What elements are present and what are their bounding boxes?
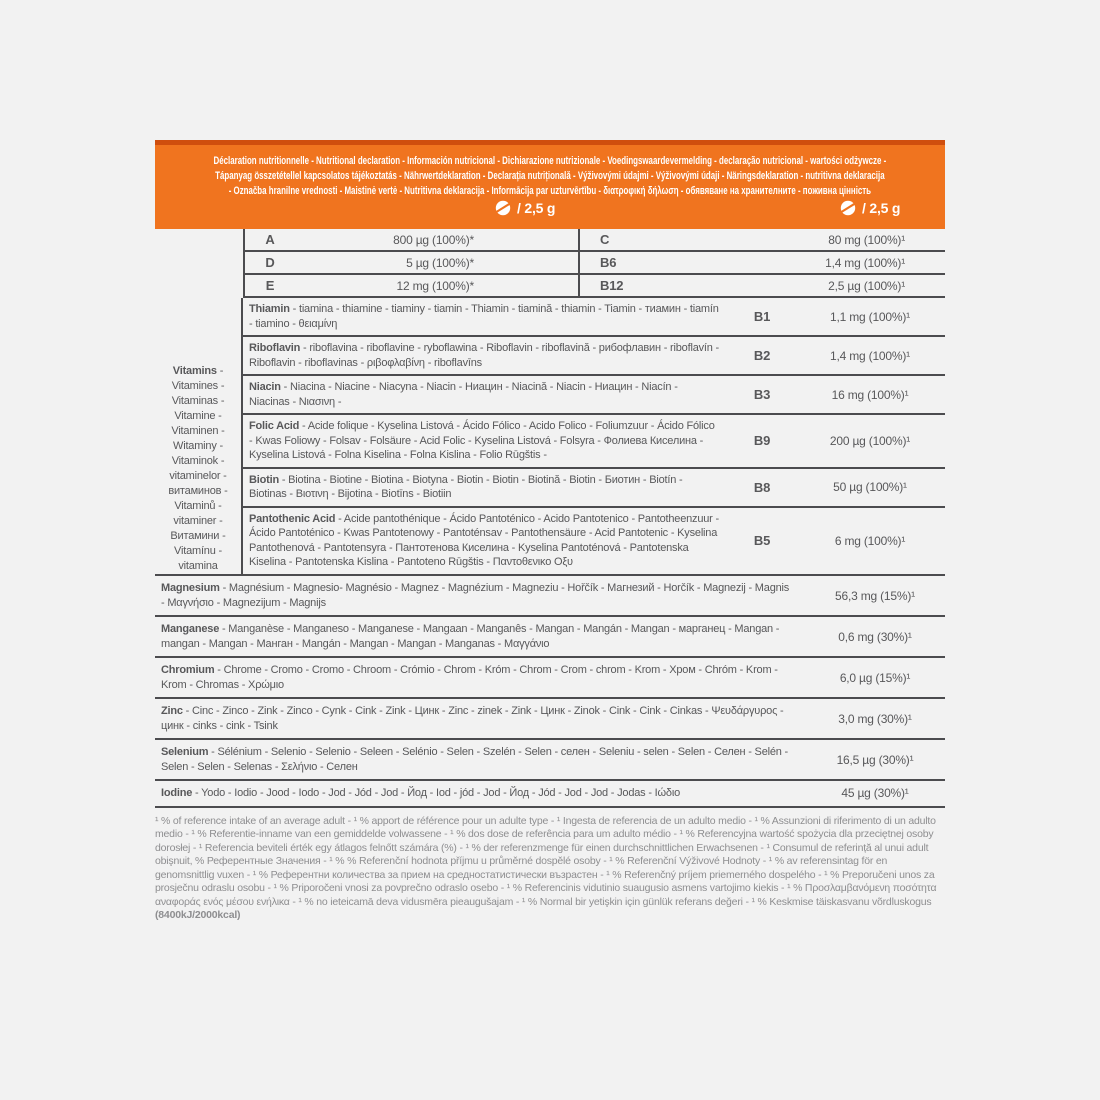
nutrient-names xyxy=(243,508,729,574)
nutrient-name-translations: - Acide folique - Kyselina Listová - Ácido Fólico - Acido Folico - Foliumzuur - Ácido Fólico - Kwas Foliowy - Folsav - Folsäure - Acid Folic - Kyselina Listová - Folsyra - Фолиева Киселина - Kyselina Listová - Folna Kiselina - Folna Kislina - Folio Rūgštis - xyxy=(249,420,715,461)
vitamin-code: B6 xyxy=(600,255,617,270)
vitamins-label-translations: - Vitamines - Vitaminas - Vitamine - Vitaminen - Witaminy - Vitaminok - vitaminelor - витаминов - Vitaminů - vitaminer - Витамини - Vitamínu - vitamina xyxy=(168,365,228,572)
table-row xyxy=(580,275,945,298)
nutrient-names xyxy=(243,415,729,467)
vitamin-value: 80 mg (100%)¹ xyxy=(828,232,905,247)
vitamin-code: D xyxy=(265,255,275,270)
nutrition-table xyxy=(155,229,945,808)
nutrient-name-translations: - Chrome - Cromo - Cromo - Chroom - Crómio - Chrom - Króm - Chrom - Crom - chrom - Krom - Хром - Chróm - Krom - Krom - Chromas - Χρώμιο xyxy=(161,664,778,691)
nutrient-name-translations: - Yodo - Iodio - Jood - Iodo - Jod - Jód - Jod - Йод - Iod - jód - Jod - Йод - Jód - Jod - Jod - Jodas - Ιώδιο xyxy=(192,787,680,799)
mineral-value: 56,3 mg (15%)¹ xyxy=(835,588,915,603)
nutrient-names xyxy=(243,376,729,413)
table-row xyxy=(155,781,945,808)
nutrient-names xyxy=(155,658,805,697)
vitamin-value: 6 mg (100%)¹ xyxy=(834,533,906,548)
vitamins-label-lead: Vitamins xyxy=(172,365,217,377)
declaration-header xyxy=(155,140,945,229)
table-row xyxy=(243,337,945,376)
nutrient-name-translations: - Sélénium - Selenio - Selenio - Seleen - Selénio - Selen - Szelén - Selen - селен - Seleniu - selen - Selen - Селен - Selén - Selen - Selen - Selenas - Σελήνιο - Селен xyxy=(161,746,789,773)
nutrient-name-translations: - tiamina - thiamine - tiaminy - tiamin - Thiamin - tiamină - thiamin - Tiamin - тиамин - tiamín - tiamino - θειαμίνη xyxy=(249,303,719,330)
vitamin-code: E xyxy=(265,278,275,293)
vitamin-value: 12 mg (100%)* xyxy=(396,278,474,293)
table-row xyxy=(245,252,578,275)
reference-intake-footnote xyxy=(155,815,945,923)
vitamins-section xyxy=(155,298,945,576)
vitamin-value: 1,1 mg (100%)¹ xyxy=(830,309,910,324)
nutrient-names xyxy=(243,298,729,335)
declaration-title-line: - Označba hranilne vrednosti - Maistinė vertė - Nutritivna deklaracija - Informācija par uzturvērtību - διατροφική δήλωση - обявяване на хранителните - поживна цінність xyxy=(228,185,872,197)
table-row xyxy=(245,275,578,298)
nutrient-name-lead: Thiamin xyxy=(249,303,290,315)
vitamin-code: B8 xyxy=(753,479,771,495)
nutrient-name-translations: - Niacina - Niacine - Niacyna - Niacin - Ниацин - Niacină - Niacin - Ниацин - Niacín - Niacinas - Νιασινη - xyxy=(249,381,678,408)
nutrient-name-lead: Chromium xyxy=(161,664,215,676)
table-row xyxy=(580,229,945,252)
nutrient-names xyxy=(155,617,805,656)
table-row xyxy=(155,617,945,658)
nutrient-name-lead: Iodine xyxy=(161,787,193,799)
table-row xyxy=(580,252,945,275)
tablet-icon xyxy=(840,200,856,216)
dose-per-tablet-right xyxy=(840,200,900,216)
table-row xyxy=(155,699,945,740)
subtable-left-half xyxy=(243,229,578,298)
nutrient-name-lead: Niacin xyxy=(249,381,281,393)
nutrient-name-lead: Magnesium xyxy=(161,582,220,594)
declaration-title-line: Déclaration nutritionnelle - Nutritional declaration - Información nutricional - Dichiarazione nutrizionale - Voedingswaardevermelding - declaração nutricional - wartości odżywcze - xyxy=(213,155,887,167)
declaration-title xyxy=(169,145,931,199)
vitamin-code: B12 xyxy=(600,278,624,293)
dose-label: / 2,5 g xyxy=(862,200,901,216)
table-row xyxy=(155,740,945,781)
tablet-icon xyxy=(495,200,511,216)
nutrient-name-translations: - Biotina - Biotine - Biotina - Biotyna - Biotin - Biotin - Biotină - Biotin - Биотин - Biotín - Biotinas - Βιοτινη - Bijotina - Biotīns - Biotiin xyxy=(249,473,683,500)
mineral-value: 6,0 µg (15%)¹ xyxy=(839,670,911,685)
nutrient-name-translations: - riboflavina - riboflavine - ryboflawina - Riboflavin - riboflavină - рибофлавин - riboflavín - Riboflavin - riboflavinas - ριβοφλαβίνη - riboflavīns xyxy=(249,342,719,369)
nutrient-names xyxy=(243,337,729,374)
nutrient-name-lead: Riboflavin xyxy=(249,342,301,354)
nutrient-name-translations: - Manganèse - Manganeso - Manganese - Mangaan - Manganês - Mangan - Mangán - Mangan - марганец - Mangan - mangan - Mangan - Манган - Mangán - Mangan - Mangan - Manganas - Μαγγάνιο xyxy=(161,623,780,650)
table-row xyxy=(155,576,945,617)
footnote-energy-value: (8400kJ/2000kcal) xyxy=(155,909,241,921)
vitamin-code: B2 xyxy=(753,348,771,363)
nutrient-name-lead: Biotin xyxy=(249,473,279,486)
dose-row xyxy=(155,199,945,229)
table-row xyxy=(243,376,945,415)
nutrient-name-lead: Selenium xyxy=(161,746,209,758)
vitamin-value: 5 µg (100%)* xyxy=(406,255,474,270)
nutrition-label-sheet xyxy=(155,140,945,923)
vitamin-code: B3 xyxy=(753,387,771,402)
vitamin-code: B1 xyxy=(753,309,771,324)
minerals-section xyxy=(155,576,945,808)
vitamin-code: C xyxy=(600,232,610,247)
table-row xyxy=(243,508,945,574)
nutrient-name-lead: Zinc xyxy=(161,705,183,717)
vitamin-value: 1,4 mg (100%)¹ xyxy=(830,348,910,363)
nutrient-name-translations: - Acide pantothénique - Ácido Pantoténico - Acido Pantotenico - Pantotheenzuur - Ácido Pantoténico - Kwas Pantotenowy - Pantoténsav - Pantothensäure - Acid Pantotenic - Kyselina Pantothenová - Pantotensyra - Пантотенова Киселина - Kyselina Pantoténová - Pantotenska Kiselina - Pantotenska Kislina - Pantoteno Rūgštis - Παντοθενικο Οξυ xyxy=(249,512,719,568)
vitamin-code: B5 xyxy=(753,533,771,548)
nutrient-name-lead: Folic Acid xyxy=(249,420,300,432)
table-row xyxy=(155,658,945,699)
vitamin-value: 800 µg (100%)* xyxy=(393,232,474,247)
nutrient-names xyxy=(155,740,805,779)
mineral-value: 16,5 µg (30%)¹ xyxy=(836,752,914,767)
table-row xyxy=(243,469,945,508)
table-row xyxy=(243,298,945,337)
vitamin-value: 50 µg (100%)¹ xyxy=(833,480,907,494)
vitamin-value: 200 µg (100%)¹ xyxy=(829,433,911,448)
vitamins-ade-subtable xyxy=(155,229,945,298)
dose-label: / 2,5 g xyxy=(517,200,556,216)
vitamin-value: 1,4 mg (100%)¹ xyxy=(825,255,905,270)
nutrient-names xyxy=(155,699,805,738)
table-row xyxy=(245,229,578,252)
mineral-value: 45 µg (30%)¹ xyxy=(841,786,909,801)
vitamins-row-label xyxy=(155,298,243,574)
table-row xyxy=(243,415,945,469)
nutrient-names xyxy=(155,576,805,615)
nutrient-names xyxy=(243,469,729,506)
nutrient-name-translations: - Cinc - Zinco - Zink - Zinco - Cynk - Cink - Zink - Цинк - Zinc - zinek - Zink - Цинк - Zinok - Cink - Cink - Cinkas - Ψευδάργυρος - цинк - cinks - cink - Tsink xyxy=(161,705,784,732)
nutrient-name-lead: Pantothenic Acid xyxy=(249,512,336,525)
dose-per-tablet-left xyxy=(495,200,555,216)
nutrient-name-translations: - Magnésium - Magnesio- Magnésio - Magnez - Magnézium - Magneziu - Hořčík - Магнезий - Horčík - Magnezij - Magnis - Μαγνήσιο - Magnezijum - Magnijs xyxy=(161,582,790,609)
mineral-value: 0,6 mg (30%)¹ xyxy=(838,629,912,644)
mineral-value: 3,0 mg (30%)¹ xyxy=(838,711,912,726)
vitamin-code: A xyxy=(265,232,275,247)
nutrient-name-lead: Manganese xyxy=(161,623,220,635)
subtable-right-half xyxy=(578,229,945,298)
vitamin-value: 2,5 µg (100%)¹ xyxy=(828,278,905,293)
declaration-title-line: Tápanyag összetétellel kapcsolatos tájékoztatás - Nährwertdeklaration - Declarația nutrițională - Výživovými údajmi - Výživovými údaji - Näringsdeklaration - nutritivna deklaracija xyxy=(215,170,885,182)
footnote-text: ¹ % of reference intake of an average adult - ¹ % apport de référence pour un adulte type - ¹ Ingesta de referencia de un adulto medio - ¹ % Assunzioni di riferimento di un adulto medio - ¹ % Referentie-inname van een gemiddelde volwassene - ¹ % dos dose de referência para um adulto médio - ¹ % Referencyjna wartość spożycia dla przeciętnej osoby dorosłej - ¹ Referencia beviteli érték egy átlagos felnőtt számára (%) - ¹ % der referenzmenge für einen durchschnittlichen Erwachsenen - ¹ Consumul de referință al unui adult obişnuit, % Референтные Значения - ¹ % % Referenční hodnota příjmu u průměrné dospělé osoby - ¹ % Referenční Výživové Hodnoty - ¹ % av referensintag för en genomsnittlig vuxen - ¹ % Референтни количества за прием на средностатистически възрастен - ¹ % Referenčný príjem priemerného dospelého - ¹ % Preporučeni unos za prosječnu odraslu osobu - ¹ % Priporočeni vnosi za povprečno odraslo osebo - ¹ % Referencinis vidutinio suaugusio asmens vartojimo kiekis - ¹ % Προσλαμβανόμενη ποσότητα αναφοράς ενός μέσου ενήλικα - ¹ % no ieteicamā deva vidusmēra pieaugušajam - ¹ % Normal bir yetişkin için günlük referans değeri - ¹ % Keskmise täiskasvanu võrdluskogus xyxy=(155,814,937,908)
vitamin-value: 16 mg (100%)¹ xyxy=(831,387,909,402)
vitamins-rows xyxy=(243,298,945,574)
nutrient-names xyxy=(155,781,805,806)
vitamin-code: B9 xyxy=(753,433,771,449)
